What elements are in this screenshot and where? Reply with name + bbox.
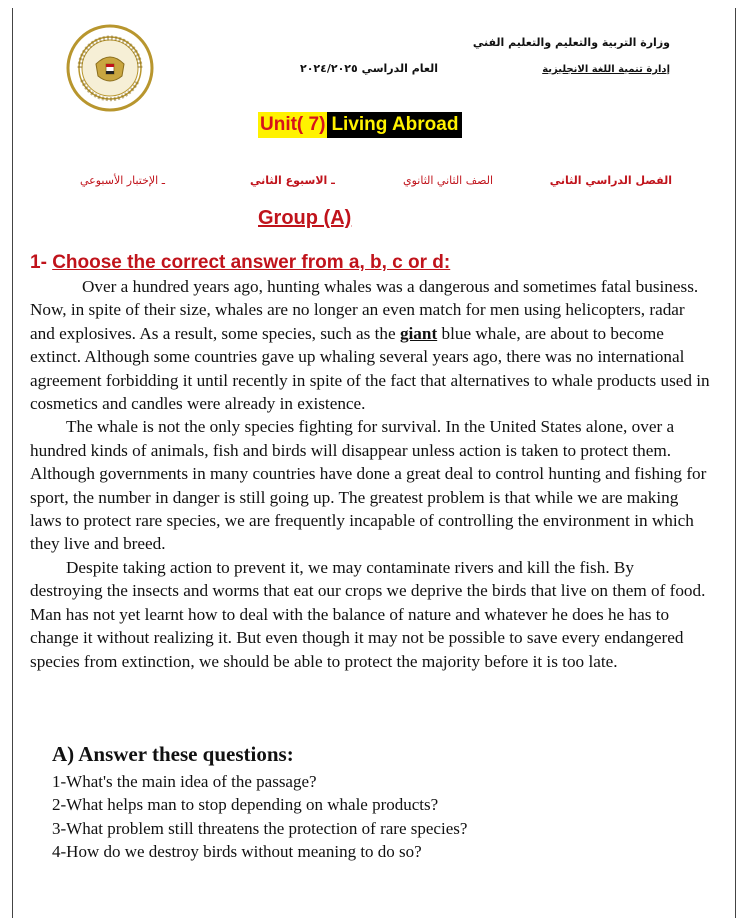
passage-highlight-word: giant	[399, 323, 438, 343]
unit-name: Living Abroad	[327, 112, 462, 138]
passage-paragraph-1	[30, 275, 710, 415]
week-label: ـ الاسبوع الثاني	[250, 174, 335, 187]
department-name: إدارة تنمية اللغة الانجليزية	[542, 64, 670, 75]
reading-passage	[30, 275, 710, 673]
academic-year: العام الدراسي ٢٠٢٤/٢٠٢٥	[300, 62, 438, 75]
question-text: Choose the correct answer from a, b, c or d:	[52, 252, 451, 273]
question-heading	[30, 252, 450, 274]
question-list	[52, 770, 467, 864]
ministry-name: وزارة التربية والتعليم والتعليم الفني	[472, 36, 670, 49]
question-number: 1-	[30, 252, 47, 273]
passage-paragraph-3: Despite taking action to prevent it, we may contaminate rivers and kill the fish. By destroying the insects and worms that eat our crops we deprive the birds that live on them of food. Man has not yet learnt how to deal with the balance of nature and whatever he does he has to change it without realizing it. But even though it may not be possible to save every endangered species from extinction, we should be able to protect the majority before it is too late.	[30, 557, 706, 671]
list-item: 3-What problem still threatens the protection of rare species?	[52, 818, 468, 838]
list-item: 4-How do we destroy birds without meaning to do so?	[52, 842, 422, 862]
unit-number: Unit( 7)	[258, 112, 327, 138]
semester-label: الفصل الدراسي الثاني	[549, 174, 672, 187]
group-title: Group (A)	[258, 207, 352, 229]
test-label: ـ الإختبار الأسبوعي	[80, 174, 165, 187]
grade-label: الصف الثاني الثانوي	[403, 174, 494, 187]
passage-p1-part-b: blue whale, are about to become extinct. Although some countries gave up whaling several years ago, there was no international agreement forbidding it until recently in spite of the fact that alternatives to whale products used in cosmetics and candles were already in existence.	[30, 323, 710, 414]
unit-title	[258, 110, 462, 140]
answer-heading: A) Answer these questions:	[52, 742, 294, 766]
list-item: 1-What's the main idea of the passage?	[52, 772, 317, 791]
ministry-seal-logo	[66, 24, 154, 112]
passage-paragraph-2: The whale is not the only species fighting for survival. In the United States alone, over a hundred kinds of animals, fish and birds will disappear unless action is taken to protect them. Although governments in many countries have done a great deal to control hunting and fishing for sport, the number in danger is still going up. The greatest problem is that while we are making laws to protect rare species, we are frequently incapable of controlling the environment in which they live and breed.	[30, 417, 707, 554]
meta-row	[80, 174, 672, 196]
passage-p1-part-a: Over a hundred years ago, hunting whales was a dangerous and sometimes fatal business. Now, in spite of their size, whales are no longer an even match for men using helicopters, radar and explosives. As a result, some species, such as the	[30, 277, 699, 343]
list-item: 2-What helps man to stop depending on whale products?	[52, 795, 439, 815]
